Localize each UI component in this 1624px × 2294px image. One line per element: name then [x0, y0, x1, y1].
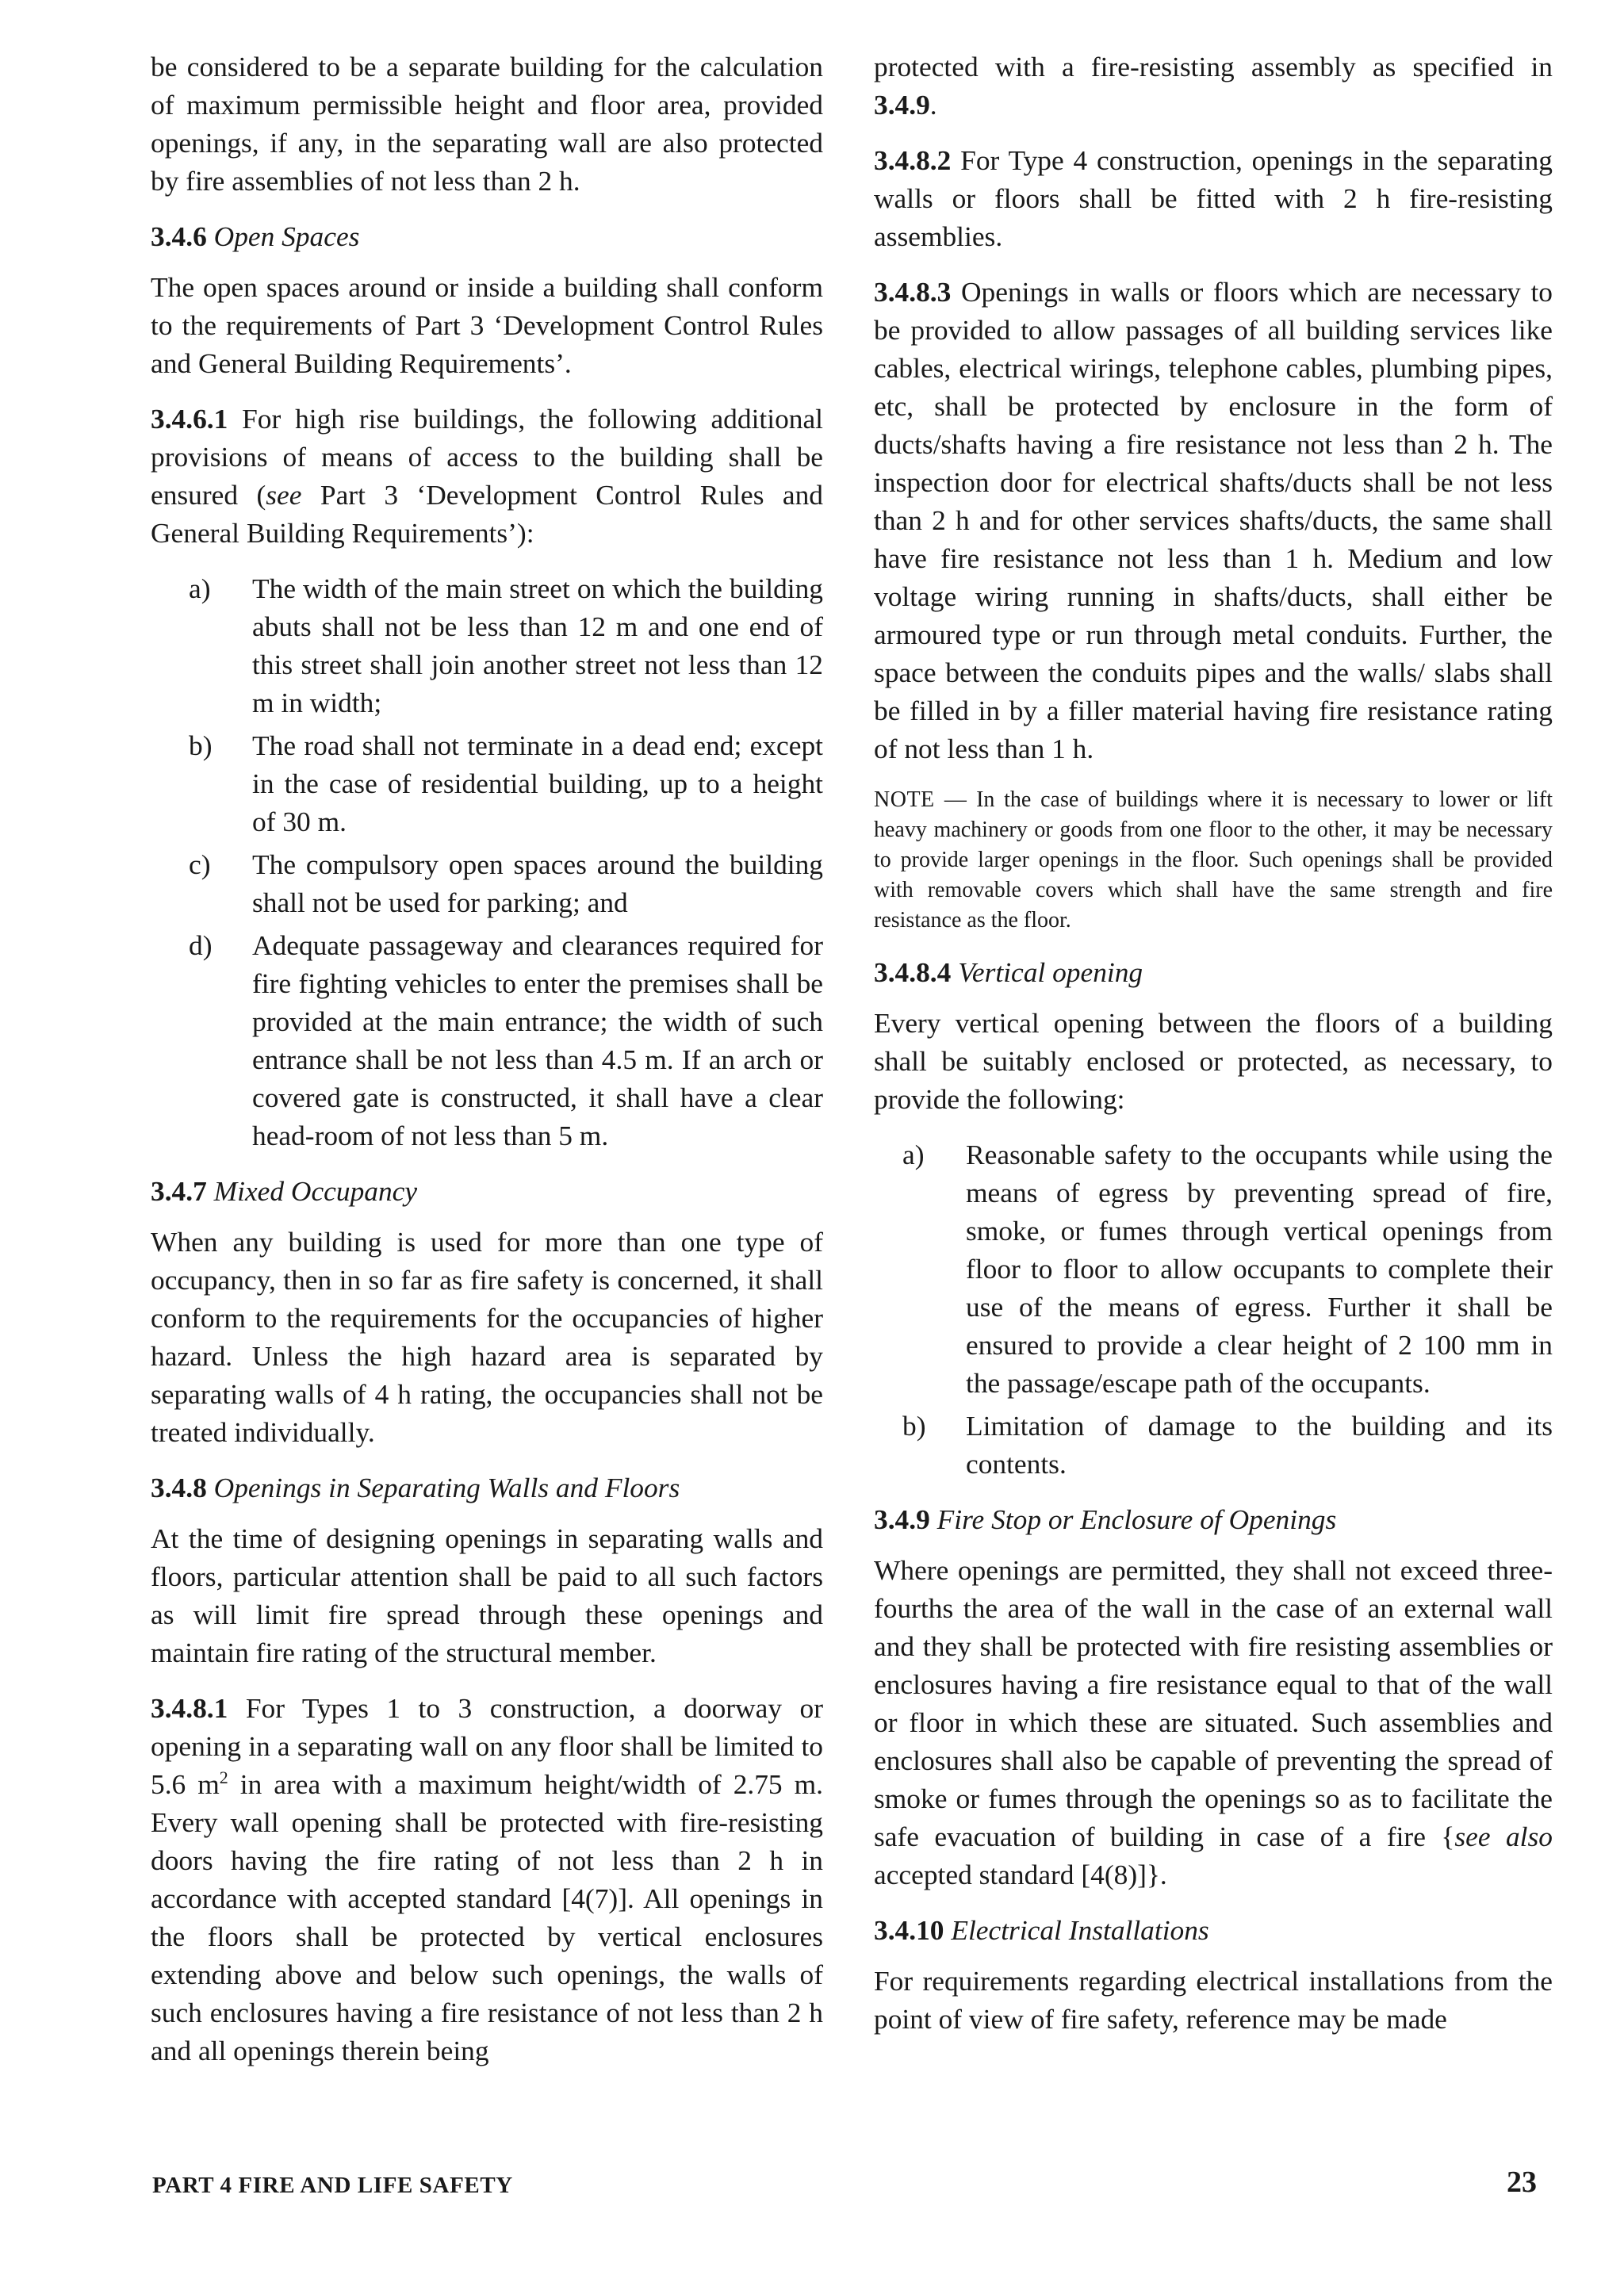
list-label: d): [189, 929, 213, 961]
section-3-4-8-2-paragraph: [874, 141, 1553, 255]
mixed-occupancy-paragraph: When any building is used for more than one type of occupancy, then in so far as fire safety is concerned, it shall conform to the requirements for the occupancies of higher hazard. Unless the high hazard area is separated by separating walls of 4 h rating, the occupancies shall not be treated individually.: [151, 1226, 823, 1448]
paragraph-text: For Types 1 to 3 construction, a doorway or opening in a separating wall on any floor shall be limited to 5.6 m: [151, 1692, 823, 1800]
paragraph-text: Where openings are permitted, they shall not exceed three-fourths the area of the wall in the case of an external wall and they shall be protected with fire resisting assemblies or enclosures having a fire resistance equal to that of the wall or floor in which these are situated. Such assemblies and enclosures shall also be capable of preventing the spread of smoke or fumes through the openings so as to facilitate the safe evacuation of building in case of a fire {: [874, 1554, 1553, 1852]
vertical-opening-paragraph: Every vertical opening between the floors of a building shall be suitably enclosed or protected, as necessary, to provide the following:: [874, 1007, 1553, 1115]
section-3-4-8-1-paragraph: [151, 1689, 823, 2070]
section-title: Electrical Installations: [951, 1914, 1209, 1946]
list-label: b): [902, 1410, 926, 1442]
list-item: [874, 1136, 1553, 1402]
section-reference: 3.4.9: [874, 89, 930, 121]
section-title: Mixed Occupancy: [213, 1175, 418, 1207]
section-title: Fire Stop or Enclosure of Openings: [936, 1503, 1337, 1535]
paragraph-text: .: [929, 89, 937, 121]
section-title: Open Spaces: [213, 220, 360, 252]
paragraph-text: in area with a maximum height/width of 2.75 m. Every wall opening shall be protected with fire-resisting doors having the fire rating of not less than 2 h in accordance with accepted standard [4(7)]. All openings in the floors shall be protected by vertical enclosures extending above and below such openings, the walls of such enclosures having a fire resistance of not less than 2 h and all openings therein being: [151, 1768, 823, 2066]
right-column: [874, 48, 1553, 2038]
paragraph-text: accepted standard [4(8)]}.: [874, 1859, 1167, 1890]
section-number: 3.4.8.1: [151, 1692, 228, 1724]
list-label: a): [902, 1139, 925, 1170]
paragraph-text: protected with a fire-resisting assembly as specified in: [874, 51, 1553, 82]
section-heading-3-4-9: [874, 1500, 1553, 1538]
section-heading-3-4-7: [151, 1172, 823, 1210]
fire-stop-paragraph: [874, 1551, 1553, 1894]
section-title: Vertical opening: [958, 956, 1143, 988]
section-heading-3-4-6: [151, 217, 823, 255]
list-label: b): [189, 730, 213, 761]
paragraph-text: For Type 4 construction, openings in the separating walls or floors shall be fitted with 2 h fire-resisting assemblies.: [874, 144, 1553, 252]
section-title: Openings in Separating Walls and Floors: [213, 1472, 680, 1503]
section-number: 3.4.9: [874, 1503, 930, 1535]
access-provisions-list: [151, 569, 823, 1155]
page-number: 23: [1507, 2166, 1537, 2199]
section-number: 3.4.7: [151, 1175, 207, 1207]
paragraph-text: For high rise buildings, the following additional provisions of means of access to the building shall be ensured (: [151, 403, 823, 511]
list-item: [151, 926, 823, 1155]
list-text: Adequate passageway and clearances required for fire fighting vehicles to enter the premises shall be provided at the main entrance; the width of such entrance shall be not less than 4.5 m. If an arch or covered gate is constructed, it shall have a clear head-room of not less than 5 m.: [252, 929, 823, 1151]
section-3-4-6-1-paragraph: [151, 400, 823, 552]
footer-part-title: PART 4 FIRE AND LIFE SAFETY: [152, 2173, 513, 2198]
section-number: 3.4.8.4: [874, 956, 952, 988]
section-number: 3.4.6.1: [151, 403, 228, 435]
note-text: In the case of buildings where it is necessary to lower or lift heavy machinery or goods from one floor to the other, it may be necessary to provide larger openings in the floor. Such openings shall be provided with removable covers which shall have the same strength and fire resistance as the floor.: [874, 787, 1553, 933]
see-reference: see also: [1454, 1821, 1553, 1852]
openings-paragraph: At the time of designing openings in separating walls and floors, particular attention shall be paid to all such factors as will limit fire spread through these openings and maintain fire rating of the structural member.: [151, 1522, 823, 1668]
list-item: [151, 726, 823, 841]
section-heading-3-4-8: [151, 1469, 823, 1507]
intro-paragraph: be considered to be a separate building for the calculation of maximum permissible height and floor area, provided openings, if any, in the separating wall are also protected by fire assemblies of not less than 2 h.: [151, 51, 823, 197]
section-number: 3.4.6: [151, 220, 207, 252]
section-heading-3-4-10: [874, 1911, 1553, 1949]
continuation-paragraph: [874, 48, 1553, 124]
electrical-installations-paragraph: For requirements regarding electrical installations from the point of view of fire safety, reference may be made: [874, 1965, 1553, 2035]
open-spaces-paragraph: The open spaces around or inside a building shall conform to the requirements of Part 3 ‘Development Control Rules and General Building Requirements’.: [151, 271, 823, 379]
list-item: [874, 1407, 1553, 1483]
list-text: Limitation of damage to the building and its contents.: [966, 1410, 1553, 1480]
section-3-4-8-3-paragraph: [874, 273, 1553, 768]
section-number: 3.4.8.2: [874, 144, 952, 176]
superscript: 2: [219, 1767, 228, 1788]
list-text: The compulsory open spaces around the building shall not be used for parking; and: [252, 848, 823, 918]
vertical-opening-list: [874, 1136, 1553, 1483]
list-label: a): [189, 573, 211, 604]
section-number: 3.4.10: [874, 1914, 944, 1946]
section-number: 3.4.8: [151, 1472, 207, 1503]
list-label: c): [189, 848, 211, 880]
note-label: NOTE —: [874, 787, 967, 812]
note-paragraph: [874, 785, 1553, 936]
list-text: Reasonable safety to the occupants while using the means of egress by preventing spread of fire, smoke, or fumes through vertical openings from floor to floor to allow occupants to complete their use of the means of egress. Further it shall be ensured to provide a clear height of 2 100 mm in the passage/escape path of the occupants.: [966, 1139, 1553, 1399]
section-heading-3-4-8-4: [874, 953, 1553, 991]
paragraph-text: Part 3 ‘Development Control Rules and General Building Requirements’):: [151, 479, 823, 549]
list-item: [151, 569, 823, 722]
paragraph-text: Openings in walls or floors which are necessary to be provided to allow passages of all building services like cables, electrical wirings, telephone cables, plumbing pipes, etc, shall be protected by enclosure in the form of ducts/shafts having a fire resistance not less than 2 h. The inspection door for electrical shafts/ducts shall be not less than 2 h and for other services shafts/ducts, the same shall have fire resistance not less than 1 h. Medium and low voltage wiring running in shafts/ducts, shall either be armoured type or run through metal conduits. Further, the space between the conduits pipes and the walls/ slabs shall be filled in by a filler material having fire resistance rating of not less than 1 h.: [874, 276, 1553, 764]
left-column: [151, 48, 823, 2070]
list-text: The road shall not terminate in a dead end; except in the case of residential building, up to a height of 30 m.: [252, 730, 823, 837]
list-text: The width of the main street on which the building abuts shall not be less than 12 m and one end of this street shall join another street not less than 12 m in width;: [252, 573, 823, 718]
list-item: [151, 845, 823, 921]
see-reference: see: [266, 479, 302, 511]
section-number: 3.4.8.3: [874, 276, 952, 308]
